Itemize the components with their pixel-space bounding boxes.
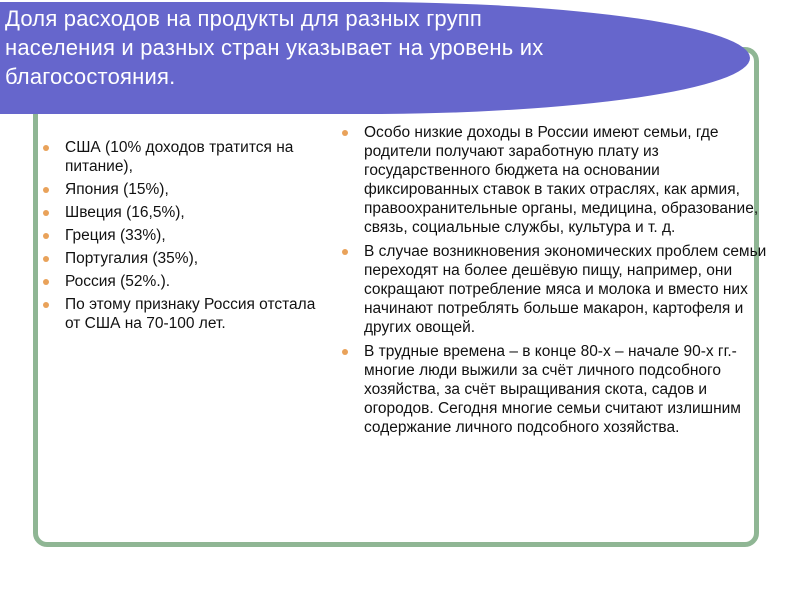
title-line-2: населения и разных стран указывает на уровень их xyxy=(5,35,544,60)
title-line-1: Доля расходов на продукты для разных групп xyxy=(5,6,483,31)
title-banner xyxy=(0,2,750,114)
list-item: Особо низкие доходы в России имеют семьи, где родители получают заработную плату из государственного бюджета на основании фиксированных ставок в таких отраслях, как армия, правоохранительные органы, медицина, образование, связь, социальные службы, культура и т. д. xyxy=(336,123,776,237)
list-item: Греция (33%), xyxy=(37,226,327,245)
country-share-list xyxy=(37,138,327,337)
list-item: Россия (52%.). xyxy=(37,272,327,291)
list-item: Япония (15%), xyxy=(37,180,327,199)
slide-title xyxy=(5,4,705,91)
list-item: В трудные времена – в конце 80-х – начале 90-х гг.- многие люди выжили за счёт личного подсобного хозяйства, за счёт выращивания скота, садов и огородов. Сегодня многие семьи считают излишним содержание личного подсобного хозяйства. xyxy=(336,342,776,437)
title-line-3: благосостояния. xyxy=(5,64,176,89)
list-item: США (10% доходов тратится на питание), xyxy=(37,138,327,176)
list-item: Португалия (35%), xyxy=(37,249,327,268)
list-item: В случае возникновения экономических проблем семьи переходят на более дешёвую пищу, например, они сокращают потребление мяса и молока и вместо них начинают потреблять больше макарон, картофеля и других овощей. xyxy=(336,242,776,337)
list-item: Швеция (16,5%), xyxy=(37,203,327,222)
list-item: По этому признаку Россия отстала от США на 70-100 лет. xyxy=(37,295,327,333)
explanation-list xyxy=(336,123,776,442)
